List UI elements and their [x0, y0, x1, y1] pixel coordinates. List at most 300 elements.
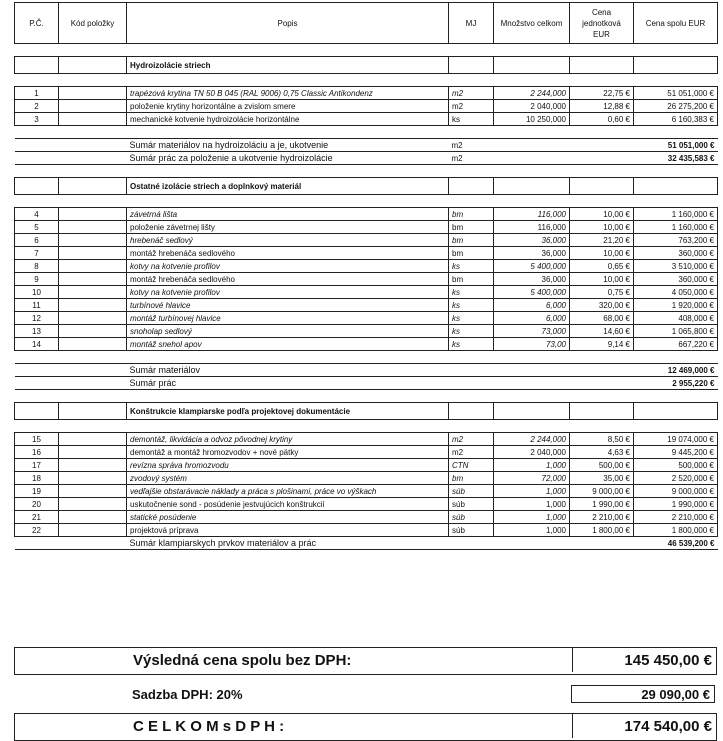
section-title: Ostatné izolácie striech a doplnkový materiál: [127, 178, 449, 195]
item-total-price: 500,000 €: [634, 459, 718, 472]
vat-label: Sadzba DPH: 20%: [132, 687, 243, 702]
section-empty-cell: [494, 57, 570, 74]
summary-empty: [15, 139, 59, 152]
item-total-price: 9 000,000 €: [634, 485, 718, 498]
item-code: [59, 100, 127, 113]
spacer-cell: [15, 390, 59, 403]
item-total-price: 51 051,000 €: [634, 87, 718, 100]
table-row: [15, 433, 718, 446]
item-description: zvodový systém: [127, 472, 449, 485]
summary-empty: [59, 152, 127, 165]
spacer-cell: [570, 74, 634, 87]
budget-table: [14, 2, 718, 550]
item-code: [59, 208, 127, 221]
item-quantity: 72,000: [494, 472, 570, 485]
item-number: 1: [15, 87, 59, 100]
summary-total: 32 435,583 €: [634, 152, 718, 165]
section-header-row: [15, 403, 718, 420]
section-pc-cell: [15, 57, 59, 74]
item-unit-price: 1 800,00 €: [570, 524, 634, 537]
gross-total-box: [14, 713, 717, 741]
item-code: [59, 511, 127, 524]
item-unit-price: 35,00 €: [570, 472, 634, 485]
summary-row: [15, 364, 718, 377]
table-row: [15, 87, 718, 100]
summary-total: 51 051,000 €: [634, 139, 718, 152]
section-empty-cell: [570, 178, 634, 195]
item-code: [59, 446, 127, 459]
spacer-row: [15, 126, 718, 139]
summary-row: [15, 377, 718, 390]
summary-empty: [494, 537, 570, 550]
item-unit: ks: [449, 113, 494, 126]
item-unit: súb: [449, 485, 494, 498]
item-code: [59, 87, 127, 100]
summary-label: Sumár prác za položenie a ukotvenie hydroizolácie: [127, 152, 449, 165]
spacer-cell: [127, 195, 449, 208]
item-total-price: 408,000 €: [634, 312, 718, 325]
item-unit-price: 9,14 €: [570, 338, 634, 351]
spacer-cell: [15, 74, 59, 87]
summary-row: [15, 537, 718, 550]
item-unit: bm: [449, 247, 494, 260]
item-quantity: 6,000: [494, 312, 570, 325]
section-title: Hydroizolácie striech: [127, 57, 449, 74]
item-unit-price: 320,00 €: [570, 299, 634, 312]
item-total-price: 26 275,200 €: [634, 100, 718, 113]
summary-label: Sumár materiálov na hydroizoláciu a je, ukotvenie: [127, 139, 449, 152]
item-unit-price: 21,20 €: [570, 234, 634, 247]
item-code: [59, 221, 127, 234]
section-pc-cell: [15, 403, 59, 420]
spacer-cell: [570, 126, 634, 139]
item-quantity: 36,000: [494, 273, 570, 286]
item-code: [59, 433, 127, 446]
gross-total-value: 174 540,00 €: [572, 714, 716, 738]
item-number: 5: [15, 221, 59, 234]
item-unit: bm: [449, 221, 494, 234]
section-empty-cell: [449, 178, 494, 195]
item-number: 7: [15, 247, 59, 260]
spacer-cell: [127, 165, 449, 178]
item-total-price: 667,220 €: [634, 338, 718, 351]
spacer-row: [15, 351, 718, 364]
item-unit: m2: [449, 87, 494, 100]
table-row: [15, 221, 718, 234]
item-total-price: 19 074,000 €: [634, 433, 718, 446]
item-quantity: 5 400,000: [494, 286, 570, 299]
summary-total: 12 469,000 €: [634, 364, 718, 377]
item-unit-price: 9 000,00 €: [570, 485, 634, 498]
col-header-description: Popis: [127, 3, 449, 44]
item-unit-price: 10,00 €: [570, 208, 634, 221]
item-description: kotvy na kotvenie profilov: [127, 286, 449, 299]
summary-label: Sumár materiálov: [127, 364, 449, 377]
spacer-cell: [127, 420, 449, 433]
spacer-cell: [570, 390, 634, 403]
item-number: 19: [15, 485, 59, 498]
item-total-price: 1 065,800 €: [634, 325, 718, 338]
item-unit-price: 500,00 €: [570, 459, 634, 472]
item-quantity: 1,000: [494, 459, 570, 472]
section-empty-cell: [570, 403, 634, 420]
table-row: [15, 472, 718, 485]
item-quantity: 10 250,000: [494, 113, 570, 126]
summary-empty: [570, 139, 634, 152]
section-code-cell: [59, 57, 127, 74]
table-row: [15, 234, 718, 247]
item-code: [59, 299, 127, 312]
item-quantity: 2 040,000: [494, 446, 570, 459]
item-unit: bm: [449, 234, 494, 247]
item-description: montáž turbínovej hlavice: [127, 312, 449, 325]
item-code: [59, 247, 127, 260]
item-description: montáž snehol apov: [127, 338, 449, 351]
item-total-price: 2 520,000 €: [634, 472, 718, 485]
summary-total: 2 955,220 €: [634, 377, 718, 390]
item-code: [59, 485, 127, 498]
section-empty-cell: [449, 57, 494, 74]
item-total-price: 3 510,000 €: [634, 260, 718, 273]
table-row: [15, 338, 718, 351]
item-unit-price: 68,00 €: [570, 312, 634, 325]
summary-unit: m2: [449, 139, 494, 152]
item-number: 21: [15, 511, 59, 524]
summary-empty: [570, 152, 634, 165]
item-quantity: 1,000: [494, 498, 570, 511]
col-header-total-price: Cena spolu EUR: [634, 3, 718, 44]
item-total-price: 2 210,000 €: [634, 511, 718, 524]
summary-label: Sumár klampiarskych prvkov materiálov a prác: [127, 537, 449, 550]
item-code: [59, 260, 127, 273]
item-unit: ks: [449, 312, 494, 325]
item-quantity: 2 244,000: [494, 87, 570, 100]
spacer-cell: [127, 74, 449, 87]
summary-empty: [59, 377, 127, 390]
item-description: hrebenáč sedlový: [127, 234, 449, 247]
item-total-price: 763,200 €: [634, 234, 718, 247]
item-description: demontáž a montáž hromozvodov + nové pätky: [127, 446, 449, 459]
item-total-price: 6 160,383 €: [634, 113, 718, 126]
table-row: [15, 286, 718, 299]
item-number: 15: [15, 433, 59, 446]
item-description: mechanické kotvenie hydroizolácie horizontálne: [127, 113, 449, 126]
section-empty-cell: [634, 403, 718, 420]
section-header-row: [15, 57, 718, 74]
net-total-value: 145 450,00 €: [572, 648, 716, 672]
section-empty-cell: [494, 178, 570, 195]
spacer-row: [15, 420, 718, 433]
item-unit-price: 14,60 €: [570, 325, 634, 338]
summary-empty: [15, 377, 59, 390]
item-total-price: 1 990,000 €: [634, 498, 718, 511]
item-code: [59, 113, 127, 126]
spacer-cell: [494, 74, 570, 87]
spacer-cell: [634, 126, 718, 139]
item-unit: súb: [449, 524, 494, 537]
col-header-unit: MJ: [449, 3, 494, 44]
item-quantity: 36,000: [494, 247, 570, 260]
spacer-cell: [127, 390, 449, 403]
spacer-cell: [494, 195, 570, 208]
vat-row: [14, 683, 715, 709]
item-unit: bm: [449, 273, 494, 286]
table-row: [15, 524, 718, 537]
item-quantity: 116,000: [494, 221, 570, 234]
item-number: 10: [15, 286, 59, 299]
item-number: 20: [15, 498, 59, 511]
spacer-cell: [494, 390, 570, 403]
net-total-label: Výsledná cena spolu bez DPH:: [133, 652, 352, 669]
summary-unit: [449, 537, 494, 550]
summary-empty: [15, 152, 59, 165]
item-unit: ks: [449, 286, 494, 299]
spacer-cell: [494, 351, 570, 364]
spacer-cell: [634, 351, 718, 364]
item-unit-price: 22,75 €: [570, 87, 634, 100]
section-empty-cell: [570, 57, 634, 74]
item-code: [59, 472, 127, 485]
spacer-cell: [15, 165, 59, 178]
summary-empty: [59, 139, 127, 152]
table-row: [15, 485, 718, 498]
spacer-cell: [494, 420, 570, 433]
spacer-cell: [449, 351, 494, 364]
net-total-box: [14, 647, 717, 675]
spacer-cell: [570, 44, 634, 57]
item-unit: bm: [449, 472, 494, 485]
item-description: snoholap sedlový: [127, 325, 449, 338]
table-row: [15, 208, 718, 221]
table-row: [15, 260, 718, 273]
spacer-cell: [494, 165, 570, 178]
table-row: [15, 273, 718, 286]
summary-empty: [570, 364, 634, 377]
item-total-price: 1 920,000 €: [634, 299, 718, 312]
item-quantity: 2 244,000: [494, 433, 570, 446]
item-quantity: 116,000: [494, 208, 570, 221]
item-description: vedľajšie obstarávacie náklady a práca s plošinami, práce vo výškach: [127, 485, 449, 498]
spacer-cell: [15, 351, 59, 364]
item-code: [59, 459, 127, 472]
item-unit-price: 0,65 €: [570, 260, 634, 273]
spacer-cell: [15, 44, 59, 57]
col-header-pc: P.Č.: [15, 3, 59, 44]
summary-empty: [494, 364, 570, 377]
spacer-cell: [59, 390, 127, 403]
item-description: položenie závetrnej lišty: [127, 221, 449, 234]
item-description: závetrná lišta: [127, 208, 449, 221]
spacer-cell: [127, 351, 449, 364]
item-unit: CTN: [449, 459, 494, 472]
table-row: [15, 100, 718, 113]
item-unit-price: 8,50 €: [570, 433, 634, 446]
item-description: projektová príprava: [127, 524, 449, 537]
spacer-cell: [570, 165, 634, 178]
spacer-cell: [449, 420, 494, 433]
summary-row: [15, 152, 718, 165]
spacer-cell: [449, 390, 494, 403]
item-unit-price: 0,60 €: [570, 113, 634, 126]
item-number: 8: [15, 260, 59, 273]
table-row: [15, 498, 718, 511]
spacer-cell: [634, 44, 718, 57]
item-quantity: 36,000: [494, 234, 570, 247]
summary-empty: [570, 377, 634, 390]
summary-row: [15, 139, 718, 152]
item-number: 6: [15, 234, 59, 247]
item-code: [59, 325, 127, 338]
item-quantity: 2 040,000: [494, 100, 570, 113]
item-description: statické posúdenie: [127, 511, 449, 524]
summary-unit: [449, 377, 494, 390]
section-code-cell: [59, 403, 127, 420]
header-row: [15, 3, 718, 44]
spacer-cell: [570, 351, 634, 364]
spacer-cell: [127, 44, 449, 57]
spacer-cell: [494, 126, 570, 139]
summary-unit: m2: [449, 152, 494, 165]
spacer-cell: [59, 126, 127, 139]
section-header-row: [15, 178, 718, 195]
item-total-price: 1 800,000 €: [634, 524, 718, 537]
summary-empty: [15, 364, 59, 377]
spacer-cell: [15, 126, 59, 139]
item-number: 22: [15, 524, 59, 537]
spacer-cell: [570, 195, 634, 208]
spacer-cell: [449, 195, 494, 208]
spacer-row: [15, 165, 718, 178]
item-unit: ks: [449, 325, 494, 338]
item-total-price: 360,000 €: [634, 247, 718, 260]
summary-empty: [15, 537, 59, 550]
spacer-cell: [59, 74, 127, 87]
table-row: [15, 113, 718, 126]
item-quantity: 1,000: [494, 485, 570, 498]
summary-label: Sumár prác: [127, 377, 449, 390]
item-unit: ks: [449, 338, 494, 351]
section-title: Konštrukcie klampiarske podľa projektovej dokumentácie: [127, 403, 449, 420]
section-empty-cell: [494, 403, 570, 420]
item-total-price: 1 160,000 €: [634, 208, 718, 221]
summary-empty: [59, 364, 127, 377]
item-unit-price: 1 990,00 €: [570, 498, 634, 511]
table-row: [15, 312, 718, 325]
item-number: 18: [15, 472, 59, 485]
item-unit-price: 10,00 €: [570, 247, 634, 260]
item-code: [59, 338, 127, 351]
item-number: 2: [15, 100, 59, 113]
item-total-price: 9 445,200 €: [634, 446, 718, 459]
section-empty-cell: [634, 178, 718, 195]
section-pc-cell: [15, 178, 59, 195]
spacer-cell: [634, 165, 718, 178]
item-quantity: 1,000: [494, 511, 570, 524]
item-number: 11: [15, 299, 59, 312]
item-description: uskutočnenie sond - posúdenie jestvujúcich konštrukcií: [127, 498, 449, 511]
item-unit-price: 0,75 €: [570, 286, 634, 299]
section-code-cell: [59, 178, 127, 195]
item-code: [59, 524, 127, 537]
col-header-quantity: Množstvo celkom: [494, 3, 570, 44]
spacer-row: [15, 195, 718, 208]
item-unit-price: 2 210,00 €: [570, 511, 634, 524]
table-row: [15, 459, 718, 472]
item-description: montáž hrebenáča sedlového: [127, 247, 449, 260]
item-number: 13: [15, 325, 59, 338]
item-description: turbínové hlavice: [127, 299, 449, 312]
item-number: 12: [15, 312, 59, 325]
summary-empty: [494, 377, 570, 390]
item-code: [59, 498, 127, 511]
spacer-cell: [494, 44, 570, 57]
item-number: 3: [15, 113, 59, 126]
spacer-cell: [59, 165, 127, 178]
spacer-cell: [634, 195, 718, 208]
item-unit: m2: [449, 446, 494, 459]
summary-unit: [449, 364, 494, 377]
section-empty-cell: [634, 57, 718, 74]
spacer-cell: [59, 195, 127, 208]
item-unit-price: 10,00 €: [570, 221, 634, 234]
col-header-code: Kód položky: [59, 3, 127, 44]
item-description: kotvy na kotvenie profilov: [127, 260, 449, 273]
spacer-row: [15, 74, 718, 87]
vat-value: 29 090,00 €: [571, 685, 715, 703]
spacer-cell: [15, 195, 59, 208]
item-unit-price: 10,00 €: [570, 273, 634, 286]
item-unit: súb: [449, 511, 494, 524]
table-row: [15, 247, 718, 260]
item-number: 17: [15, 459, 59, 472]
table-row: [15, 325, 718, 338]
spacer-cell: [449, 44, 494, 57]
item-number: 4: [15, 208, 59, 221]
item-unit-price: 4,63 €: [570, 446, 634, 459]
spacer-cell: [59, 44, 127, 57]
summary-total: 46 539,200 €: [634, 537, 718, 550]
item-number: 14: [15, 338, 59, 351]
spacer-row: [15, 390, 718, 403]
item-code: [59, 234, 127, 247]
item-total-price: 1 160,000 €: [634, 221, 718, 234]
summary-empty: [494, 139, 570, 152]
spacer-cell: [449, 126, 494, 139]
item-code: [59, 286, 127, 299]
item-number: 16: [15, 446, 59, 459]
table-row: [15, 299, 718, 312]
item-description: revízna správa hromozvodu: [127, 459, 449, 472]
spacer-cell: [127, 126, 449, 139]
section-empty-cell: [449, 403, 494, 420]
item-quantity: 73,00: [494, 338, 570, 351]
item-quantity: 1,000: [494, 524, 570, 537]
item-code: [59, 312, 127, 325]
table-row: [15, 446, 718, 459]
item-unit: m2: [449, 433, 494, 446]
spacer-cell: [634, 420, 718, 433]
gross-total-label: C E L K O M s D P H :: [133, 718, 285, 735]
summary-empty: [570, 537, 634, 550]
spacer-cell: [634, 74, 718, 87]
spacer-cell: [59, 351, 127, 364]
item-unit: ks: [449, 299, 494, 312]
item-number: 9: [15, 273, 59, 286]
spacer-cell: [59, 420, 127, 433]
item-unit: ks: [449, 260, 494, 273]
item-quantity: 5 400,000: [494, 260, 570, 273]
spacer-cell: [449, 74, 494, 87]
